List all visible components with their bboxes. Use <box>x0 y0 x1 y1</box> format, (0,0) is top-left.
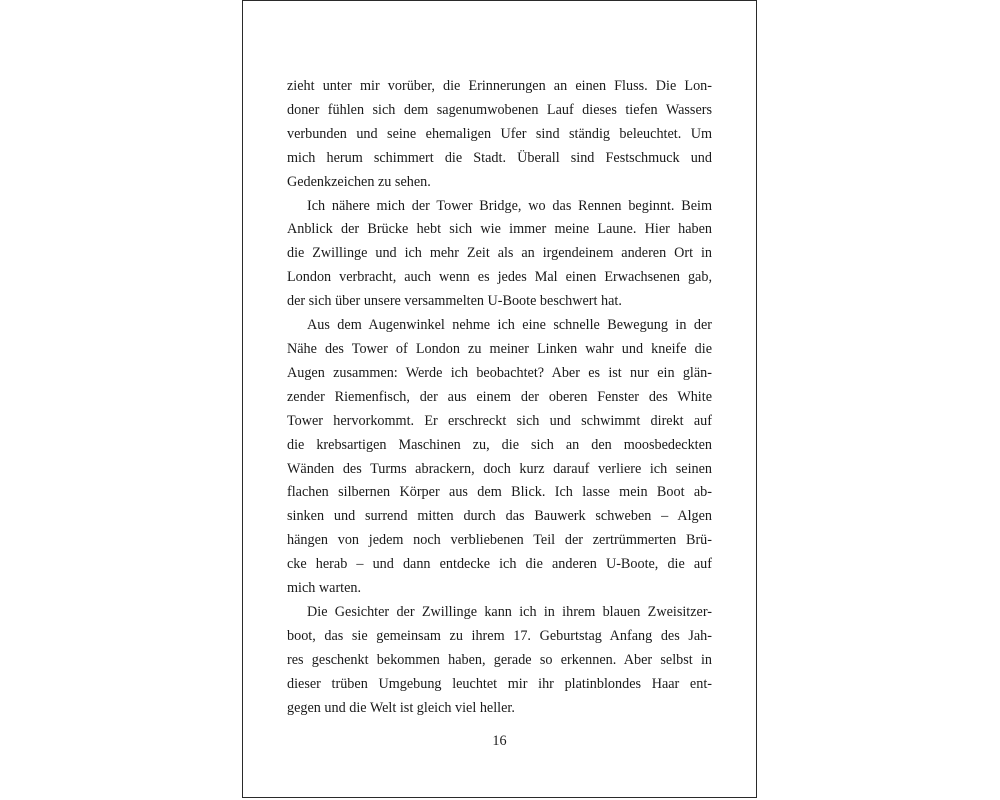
text-line: mich warten. <box>287 580 362 597</box>
book-page <box>242 0 757 798</box>
paragraph <box>287 195 712 315</box>
text-line: Augen zusammen: Werde ich beobachtet? Aber es ist nur ein glän- <box>287 364 712 381</box>
text-line: doner fühlen sich dem sagenumwobenen Lauf dieses tiefen Wassers <box>287 101 712 118</box>
text-line: Wänden des Turms abrackern, doch kurz darauf verliere ich seinen <box>287 460 712 477</box>
text-line: boot, das sie gemeinsam zu ihrem 17. Geburtstag Anfang des Jah- <box>287 627 712 644</box>
text-line: Tower hervorkommt. Er erschreckt sich und schwimmt direkt auf <box>287 412 712 429</box>
text-line: gegen und die Welt ist gleich viel heller. <box>287 699 515 716</box>
text-line: Die Gesichter der Zwillinge kann ich in ihrem blauen Zweisitzer- <box>307 603 712 620</box>
text-line: mich herum schimmert die Stadt. Überall sind Festschmuck und <box>287 149 712 166</box>
text-line: die Zwillinge und ich mehr Zeit als an irgendeinem anderen Ort in <box>287 245 712 262</box>
text-line: hängen von jedem noch verbliebenen Teil der zertrümmerten Brü- <box>287 532 712 549</box>
text-line: zender Riemenfisch, der aus einem der oberen Fenster des White <box>287 388 712 405</box>
page-number: 16 <box>492 733 507 749</box>
text-line: London verbracht, auch wenn es jedes Mal einen Erwachsenen gab, <box>287 269 712 286</box>
text-line: zieht unter mir vorüber, die Erinnerungen an einen Fluss. Die Lon- <box>287 78 712 94</box>
body-text <box>287 75 712 720</box>
text-line: Gedenkzeichen zu sehen. <box>287 173 431 190</box>
text-line: cke herab – und dann entdecke ich die anderen U-Boote, die auf <box>287 556 712 573</box>
text-line: Aus dem Augenwinkel nehme ich eine schnelle Bewegung in der <box>307 317 712 334</box>
text-line: der sich über unsere versammelten U-Boote beschwert hat. <box>287 293 622 310</box>
text-line: dieser trüben Umgebung leuchtet mir ihr platinblondes Haar ent- <box>287 675 712 692</box>
paragraph <box>287 601 712 721</box>
paragraph <box>287 75 712 195</box>
text-line: Ich nähere mich der Tower Bridge, wo das Rennen beginnt. Beim <box>307 197 712 214</box>
text-line: flachen silbernen Körper aus dem Blick. Ich lasse mein Boot ab- <box>287 484 712 501</box>
paragraph <box>287 314 712 601</box>
text-line: Anblick der Brücke hebt sich wie immer meine Laune. Hier haben <box>287 221 712 238</box>
text-line: Nähe des Tower of London zu meiner Linken wahr und kneife die <box>287 340 712 357</box>
text-line: die krebsartigen Maschinen zu, die sich an den moosbedeckten <box>287 436 712 453</box>
text-line: verbunden und seine ehemaligen Ufer sind ständig beleuchtet. Um <box>287 125 712 142</box>
text-line: sinken und surrend mitten durch das Bauwerk schweben – Algen <box>287 508 712 525</box>
text-line: res geschenkt bekommen haben, gerade so erkennen. Aber selbst in <box>287 651 712 668</box>
